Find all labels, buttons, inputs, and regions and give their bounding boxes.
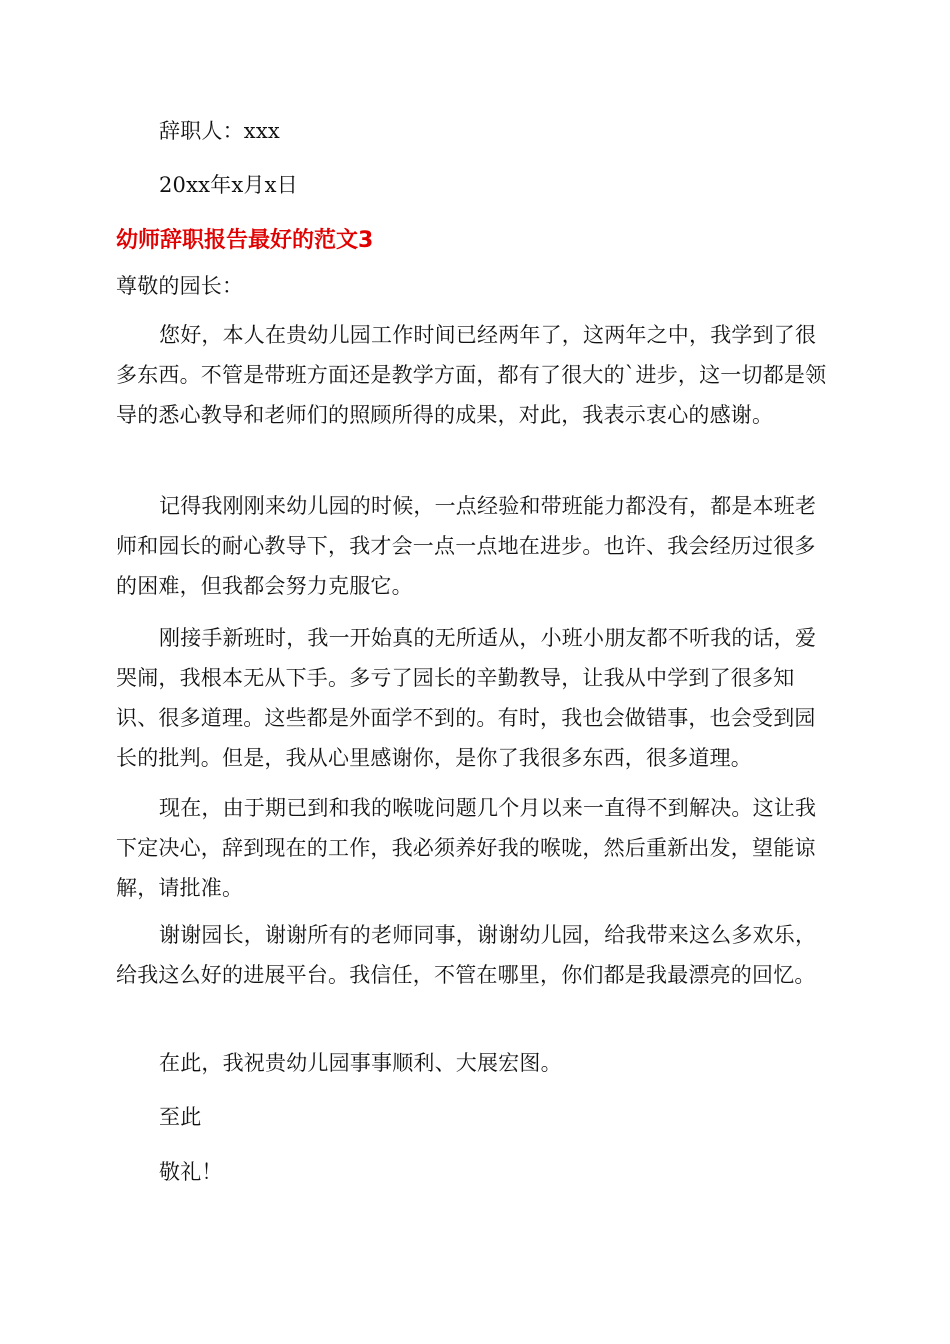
paragraph-6: 在此，我祝贵幼儿园事事顺利、大展宏图。 bbox=[159, 1051, 562, 1075]
paragraph-3: 刚接手新班时，我一开始真的无所适从，小班小朋友都不听我的话，爱哭闹，我根本无从下手。多亏了园长的辛勤教导，让我从中学到了很多知识、很多道理。这些都是外面学不到的。有时，我也会做错事，也会受到园长的批判。但是，我从心里感谢你，是你了我很多东西，很多道理。 bbox=[116, 626, 817, 770]
paragraph-4: 现在，由于期已到和我的喉咙问题几个月以来一直得不到解决。这让我下定决心，辞到现在的工作，我必须养好我的喉咙，然后重新出发，望能谅解，请批准。 bbox=[116, 796, 817, 900]
salutation: 尊敬的园长： bbox=[116, 274, 244, 298]
paragraph-5: 谢谢园长，谢谢所有的老师同事，谢谢幼儿园，给我带来这么多欢乐，给我这么好的进展平台。我信任，不管在哪里，你们都是我最漂亮的回忆。 bbox=[116, 923, 817, 987]
paragraph-2: 记得我刚刚来幼儿园的时候，一点经验和带班能力都没有，都是本班老师和园长的耐心教导下，我才会一点一点地在进步。也许、我会经历过很多的困难，但我都会努力克服它。 bbox=[116, 494, 817, 598]
section-title: 幼师辞职报告最好的范文3 bbox=[116, 228, 374, 253]
closing-line-1: 至此 bbox=[159, 1105, 202, 1129]
resigner-line: 辞职人：xxx bbox=[159, 119, 280, 143]
paragraph-1: 您好，本人在贵幼儿园工作时间已经两年了，这两年之中，我学到了很多东西。不管是带班方面还是教学方面，都有了很大的`进步，这一切都是领导的悉心教导和老师们的照顾所得的成果，对此，我表示衷心的感谢。 bbox=[116, 323, 827, 427]
date-line: 20xx年x月x日 bbox=[159, 173, 298, 197]
closing-line-2: 敬礼！ bbox=[159, 1160, 223, 1184]
